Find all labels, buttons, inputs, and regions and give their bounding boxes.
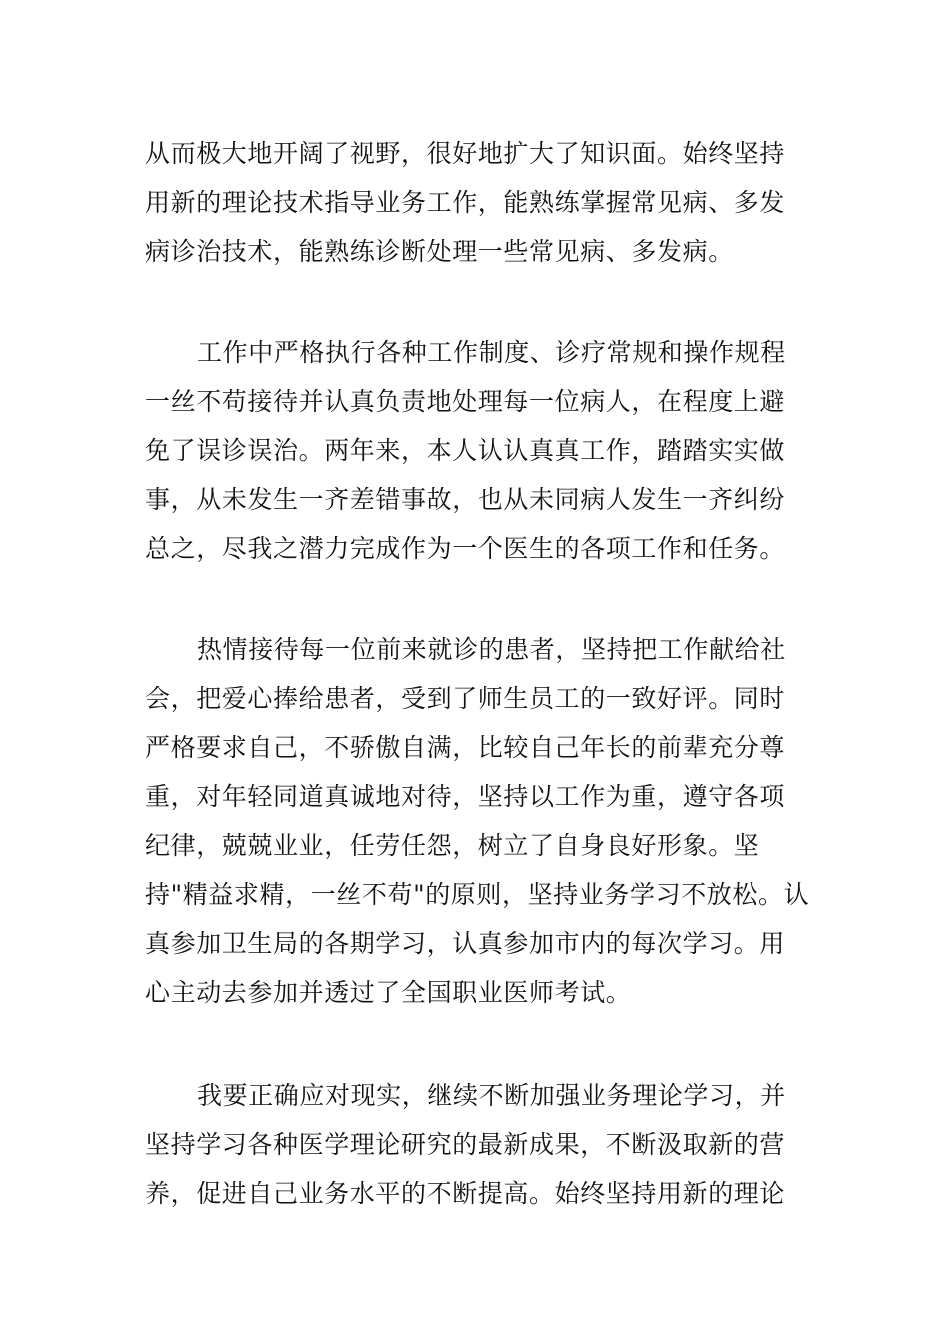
paragraph-3: [145, 625, 810, 1017]
text-line: 用新的理论技术指导业务工作，能熟练掌握常见病、多发: [145, 188, 786, 217]
text-line: 严格要求自己，不骄傲自满，比较自己年长的前辈充分尊: [145, 733, 786, 762]
text-line: 工作中严格执行各种工作制度、诊疗常规和操作规程: [197, 338, 786, 367]
text-line: 一丝不苟接待并认真负责地处理每一位病人，在程度上避: [145, 387, 786, 416]
paragraph-1: [145, 129, 805, 276]
paragraph-2: [145, 328, 805, 573]
text-line: 会，把爱心捧给患者，受到了师生员工的一致好评。同时: [145, 684, 786, 713]
text-line: 重，对年轻同道真诚地对待，坚持以工作为重，遵守各项: [145, 782, 786, 811]
text-line: 持"精益求精，一丝不苟"的原则，坚持业务学习不放松。认: [145, 880, 810, 909]
text-line: 免了误诊误治。两年来，本人认认真真工作，踏踏实实做: [145, 436, 786, 465]
text-line: 真参加卫生局的各期学习，认真参加市内的每次学习。用: [145, 929, 786, 958]
text-line: 总之，尽我之潜力完成作为一个医生的各项工作和任务。: [145, 534, 786, 563]
text-line: 我要正确应对现实，继续不断加强业务理论学习，并: [197, 1081, 786, 1110]
text-line: 病诊治技术，能熟练诊断处理一些常见病、多发病。: [145, 237, 734, 266]
text-line: 纪律，兢兢业业，任劳任怨，树立了自身良好形象。坚: [145, 831, 760, 860]
text-line: 养，促进自己业务水平的不断提高。始终坚持用新的理论: [145, 1179, 786, 1208]
text-line: 坚持学习各种医学理论研究的最新成果，不断汲取新的营: [145, 1130, 786, 1159]
paragraph-4: [145, 1071, 805, 1218]
text-line: 心主动去参加并透过了全国职业医师考试。: [145, 978, 632, 1007]
text-line: 从而极大地开阔了视野，很好地扩大了知识面。始终坚持: [145, 139, 786, 168]
text-line: 热情接待每一位前来就诊的患者，坚持把工作献给社: [197, 635, 786, 664]
text-line: 事，从未发生一齐差错事故，也从未同病人发生一齐纠纷: [145, 485, 786, 514]
